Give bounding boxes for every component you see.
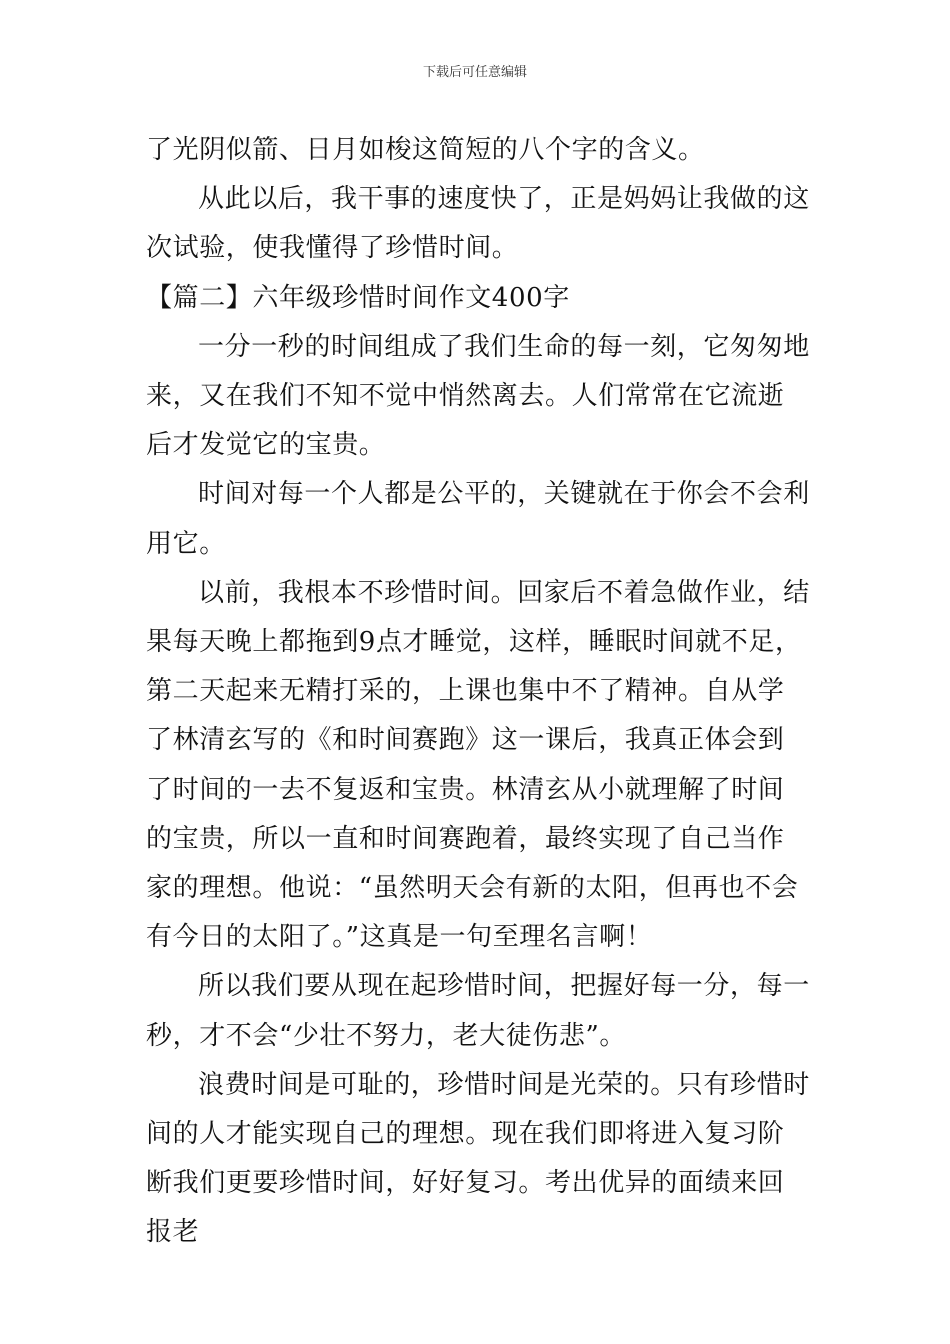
paragraph: 从此以后，我干事的速度快了，正是妈妈让我做的这次试验，使我懂得了珍惜时间。 xyxy=(146,184,810,264)
section-heading: 【篇二】六年级珍惜时间作文400字 xyxy=(146,282,570,313)
paragraph: 所以我们要从现在起珍惜时间，把握好每一分，每一秒，才不会“少壮不努力，老大徒伤悲”。 xyxy=(146,971,810,1051)
paragraph: 浪费时间是可耻的，珍惜时间是光荣的。只有珍惜时间的人才能实现自己的理想。现在我们即将进入复习阶断我们更要珍惜时间，好好复习。考出优异的面绩来回报老 xyxy=(146,1069,810,1248)
document-body xyxy=(146,126,810,1258)
paragraph: 一分一秒的时间组成了我们生命的每一刻，它匆匆地来，又在我们不知不觉中悄然离去。人们常常在它流逝后才发觉它的宝贵。 xyxy=(146,331,810,461)
paragraph-continuation: 了光阴似箭、日月如梭这简短的八个字的含义。 xyxy=(146,135,705,165)
paragraph: 时间对每一个人都是公平的，关键就在于你会不会利用它。 xyxy=(146,479,810,559)
paragraph: 以前，我根本不珍惜时间。回家后不着急做作业，结果每天晚上都拖到9点才睡觉，这样，睡眠时间就不足，第二天起来无精打采的，上课也集中不了精神。自从学了林清玄写的《和时间赛跑》这一课后，我真正体会到了时间的一去不复返和宝贵。林清玄从小就理解了时间的宝贵，所以一直和时间赛跑着，最终实现了自己当作家的理想。他说：“虽然明天会有新的太阳，但再也不会有今日的太阳了。”这真是一句至理名言啊！ xyxy=(146,577,810,953)
page-header: 下载后可任意编辑 xyxy=(422,65,527,80)
